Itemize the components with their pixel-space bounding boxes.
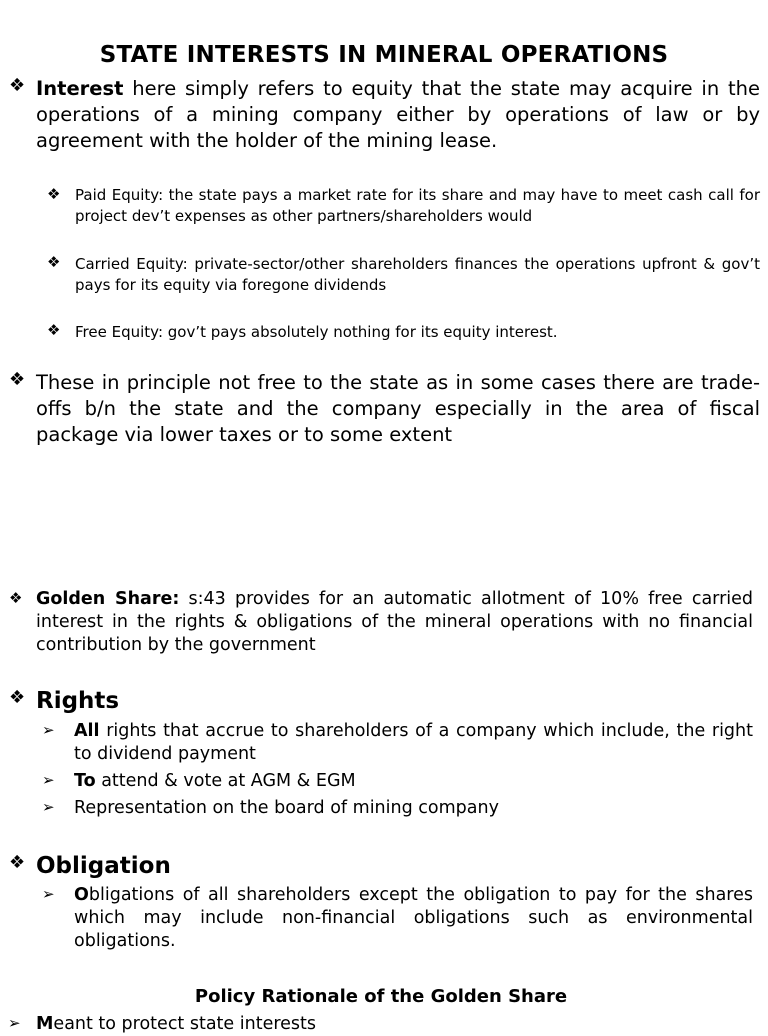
arrow-bullet-icon: ➢ <box>42 885 55 903</box>
diamond-bullet-icon: ❖ <box>9 369 26 390</box>
page-title: STATE INTERESTS IN MINERAL OPERATIONS <box>99 42 669 68</box>
obligation-heading: Obligation <box>36 853 171 879</box>
policy-item-1-text: eant to protect state interests <box>53 1014 317 1034</box>
diamond-bullet-icon: ❖ <box>9 687 26 708</box>
rights-item-2-text: attend & vote at AGM & EGM <box>95 771 356 791</box>
arrow-bullet-icon: ➢ <box>42 798 55 816</box>
equity-item-free: Free Equity: gov’t pays absolutely nothing for its equity interest. <box>75 323 558 341</box>
arrow-bullet-icon: ➢ <box>42 771 55 789</box>
policy-item-1-bold: M <box>36 1014 54 1034</box>
intro-paragraph <box>36 76 760 154</box>
golden-share-paragraph <box>36 588 753 657</box>
golden-share-text: s:43 provides for an automatic allotment of 10% free carried interest in the rights & obligations of the mineral operations with no financial contribution by the government <box>36 589 754 655</box>
policy-heading: Policy Rationale of the Golden Share <box>194 986 568 1007</box>
diamond-bullet-icon: ❖ <box>47 321 61 339</box>
obligation-item-1 <box>74 884 753 953</box>
arrow-bullet-icon: ➢ <box>42 721 55 739</box>
tradeoffs-paragraph: These in principle not free to the state as in some cases there are trade-offs b/n the state and the company especially in the area of fiscal package via lower taxes or to some extent <box>36 371 760 446</box>
diamond-bullet-icon: ❖ <box>9 75 26 96</box>
rights-item-3: Representation on the board of mining company <box>74 798 499 818</box>
diamond-bullet-icon: ❖ <box>47 253 61 271</box>
rights-item-1-text: rights that accrue to shareholders of a company which include, the right to dividend payment <box>74 721 753 764</box>
rights-item-2-bold: To <box>74 771 96 791</box>
rights-item-1-bold: All <box>74 721 100 741</box>
intro-text: here simply refers to equity that the state may acquire in the operations of a mining company either by operations of law or by agreement with the holder of the mining lease. <box>36 77 760 152</box>
rights-item-2 <box>74 770 753 793</box>
diamond-bullet-icon: ❖ <box>9 589 23 607</box>
rights-item-1 <box>74 720 753 766</box>
arrow-bullet-icon: ➢ <box>8 1014 21 1032</box>
diamond-bullet-icon: ❖ <box>47 185 61 203</box>
rights-heading: Rights <box>36 688 120 714</box>
obligation-item-1-text: bligations of all shareholders except the obligation to pay for the shares which may include non-financial obligations such as environmental obligations. <box>74 885 753 951</box>
obligation-item-1-bold: O <box>74 885 89 905</box>
diamond-bullet-icon: ❖ <box>9 852 26 873</box>
golden-share-bold: Golden Share: <box>36 589 180 609</box>
equity-item-paid: Paid Equity: the state pays a market rate for its share and may have to meet cash call for project dev’t expenses as other partners/shareholders would <box>75 186 760 225</box>
intro-bold: Interest <box>36 77 124 100</box>
equity-item-carried: Carried Equity: private-sector/other shareholders finances the operations upfront & gov’t pays for its equity via foregone dividends <box>75 255 760 294</box>
policy-item-1 <box>36 1013 753 1036</box>
